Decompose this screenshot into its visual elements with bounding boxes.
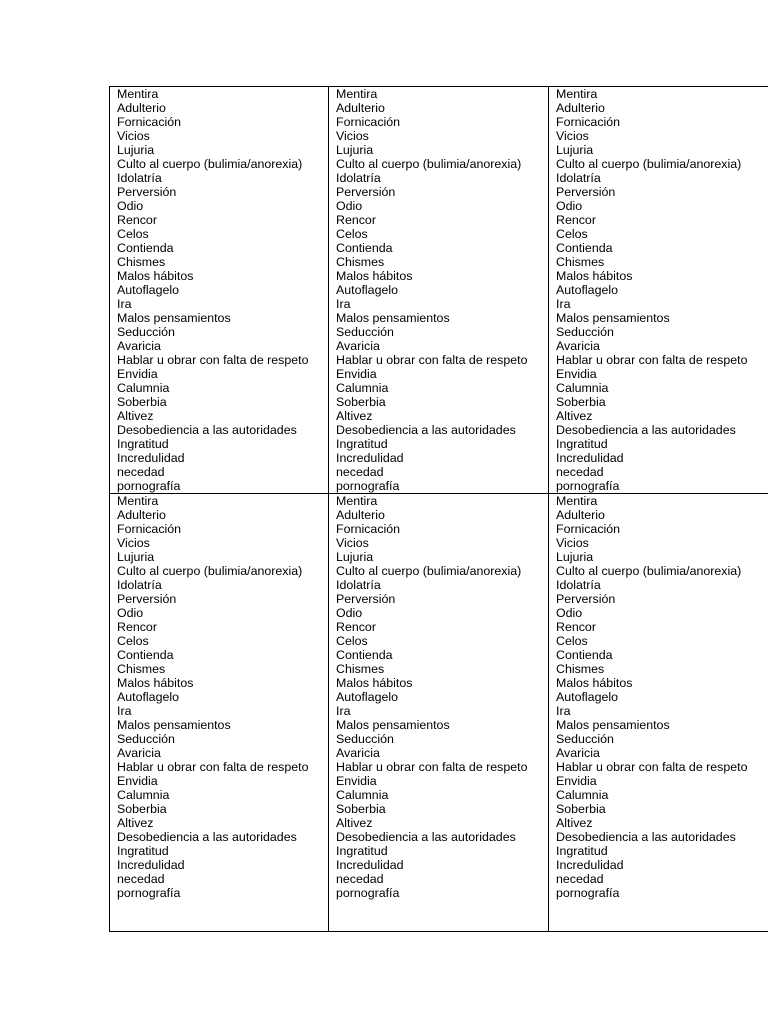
list-item: Fornicación: [117, 522, 182, 536]
list-item: Culto al cuerpo (bulimia/anorexia): [556, 157, 742, 171]
list-item: Desobediencia a las autoridades: [556, 830, 736, 844]
list-item: Vicios: [556, 536, 589, 550]
list-item: Contienda: [556, 241, 613, 255]
list-item: Fornicación: [556, 115, 621, 129]
list-item: Mentira: [556, 494, 598, 508]
list-item: Mentira: [336, 494, 378, 508]
list-item: Altivez: [117, 816, 154, 830]
list-item: Hablar u obrar con falta de respeto: [117, 353, 309, 367]
list-item: Malos pensamientos: [336, 718, 450, 732]
list-item: Hablar u obrar con falta de respeto: [336, 760, 528, 774]
list-item: Hablar u obrar con falta de respeto: [556, 760, 748, 774]
list-item: Malos hábitos: [336, 269, 413, 283]
list-item: Ingratitud: [336, 437, 388, 451]
list-item: Idolatría: [556, 578, 601, 592]
list-item: Autoflagelo: [336, 690, 399, 704]
document-table: [109, 86, 768, 932]
list-item: Fornicación: [336, 522, 401, 536]
list-item: Lujuria: [117, 550, 155, 564]
list-item: Altivez: [556, 409, 593, 423]
list-item: pornografía: [336, 886, 400, 900]
list-item: Autoflagelo: [117, 690, 180, 704]
list-item: Vicios: [117, 129, 150, 143]
list-item: Desobediencia a las autoridades: [117, 423, 297, 437]
list-item: pornografía: [336, 479, 400, 493]
list-item: Avaricia: [336, 746, 380, 760]
list-item: Hablar u obrar con falta de respeto: [336, 353, 528, 367]
list-item: Vicios: [336, 129, 369, 143]
list-item: Contienda: [336, 241, 393, 255]
cell-item-list: [336, 494, 548, 900]
cell-item-list: [117, 494, 328, 900]
list-item: Lujuria: [117, 143, 155, 157]
list-item: Perversión: [117, 592, 177, 606]
list-item: Celos: [117, 227, 149, 241]
table-row: [110, 494, 768, 932]
cell-item-list: [336, 87, 548, 493]
list-item: Autoflagelo: [336, 283, 399, 297]
list-item: Vicios: [336, 536, 369, 550]
list-item: Celos: [556, 634, 588, 648]
list-item: necedad: [556, 465, 604, 479]
list-item: Incredulidad: [556, 451, 624, 465]
list-item: Adulterio: [117, 508, 166, 522]
list-item: Desobediencia a las autoridades: [117, 830, 297, 844]
list-item: Fornicación: [117, 115, 182, 129]
list-item: necedad: [336, 872, 384, 886]
list-item: Envidia: [556, 774, 597, 788]
list-item: Adulterio: [336, 508, 385, 522]
list-item: Autoflagelo: [556, 690, 619, 704]
table-cell: [549, 494, 768, 932]
list-item: Mentira: [117, 494, 159, 508]
list-item: Celos: [117, 634, 149, 648]
list-item: Seducción: [336, 325, 394, 339]
list-item: Calumnia: [556, 788, 609, 802]
list-item: Calumnia: [117, 381, 170, 395]
cell-item-list: [556, 87, 768, 493]
list-item: Contienda: [117, 241, 174, 255]
list-item: Rencor: [117, 213, 157, 227]
list-item: Odio: [117, 606, 144, 620]
list-item: necedad: [336, 465, 384, 479]
list-item: Ingratitud: [336, 844, 388, 858]
list-item: Calumnia: [336, 788, 389, 802]
list-item: Avaricia: [556, 339, 600, 353]
list-item: Odio: [336, 199, 363, 213]
list-item: Mentira: [556, 87, 598, 101]
table-cell: [110, 87, 329, 494]
list-item: Lujuria: [336, 143, 374, 157]
list-item: Contienda: [117, 648, 174, 662]
list-item: Desobediencia a las autoridades: [336, 423, 516, 437]
list-item: Autoflagelo: [556, 283, 619, 297]
list-item: Culto al cuerpo (bulimia/anorexia): [336, 564, 522, 578]
table-row: [110, 87, 768, 494]
list-item: Adulterio: [556, 101, 605, 115]
list-item: Rencor: [556, 213, 596, 227]
list-item: Malos pensamientos: [117, 311, 231, 325]
list-item: Soberbia: [556, 802, 606, 816]
list-item: Malos hábitos: [556, 269, 633, 283]
list-item: Malos hábitos: [556, 676, 633, 690]
list-item: Mentira: [117, 87, 159, 101]
list-item: Soberbia: [117, 395, 167, 409]
list-item: Autoflagelo: [117, 283, 180, 297]
list-item: Chismes: [117, 255, 166, 269]
list-item: Vicios: [117, 536, 150, 550]
list-item: Avaricia: [336, 339, 380, 353]
list-item: Odio: [556, 199, 583, 213]
list-item: pornografía: [556, 886, 620, 900]
list-item: Odio: [117, 199, 144, 213]
list-item: Rencor: [117, 620, 157, 634]
list-item: Incredulidad: [117, 451, 185, 465]
list-item: Ira: [556, 704, 571, 718]
list-item: Chismes: [336, 662, 385, 676]
list-item: Idolatría: [117, 578, 162, 592]
list-item: Malos hábitos: [117, 676, 194, 690]
list-item: Incredulidad: [117, 858, 185, 872]
list-item: pornografía: [117, 479, 181, 493]
list-item: Seducción: [556, 732, 614, 746]
list-item: Idolatría: [336, 578, 381, 592]
list-item: Lujuria: [556, 143, 594, 157]
list-item: Desobediencia a las autoridades: [336, 830, 516, 844]
list-item: Mentira: [336, 87, 378, 101]
table-cell: [329, 87, 549, 494]
list-item: Adulterio: [117, 101, 166, 115]
list-item: Contienda: [336, 648, 393, 662]
list-item: Contienda: [556, 648, 613, 662]
list-item: Odio: [556, 606, 583, 620]
list-item: Ira: [117, 704, 132, 718]
list-item: Incredulidad: [336, 451, 404, 465]
list-item: Calumnia: [117, 788, 170, 802]
list-item: Rencor: [336, 620, 376, 634]
table-cell: [110, 494, 329, 932]
list-item: Seducción: [117, 732, 175, 746]
list-item: Chismes: [117, 662, 166, 676]
list-item: Culto al cuerpo (bulimia/anorexia): [336, 157, 522, 171]
list-item: Fornicación: [336, 115, 401, 129]
list-item: Calumnia: [556, 381, 609, 395]
list-item: Fornicación: [556, 522, 621, 536]
list-item: Desobediencia a las autoridades: [556, 423, 736, 437]
list-item: Celos: [556, 227, 588, 241]
list-item: Avaricia: [556, 746, 600, 760]
list-item: Calumnia: [336, 381, 389, 395]
list-item: Malos pensamientos: [336, 311, 450, 325]
list-item: Hablar u obrar con falta de respeto: [556, 353, 748, 367]
list-item: Perversión: [556, 185, 616, 199]
list-item: Malos hábitos: [336, 676, 413, 690]
list-item: Culto al cuerpo (bulimia/anorexia): [117, 564, 303, 578]
table-cell: [549, 87, 768, 494]
list-item: Ira: [556, 297, 571, 311]
list-item: Perversión: [556, 592, 616, 606]
list-item: Envidia: [556, 367, 597, 381]
list-item: pornografía: [117, 886, 181, 900]
list-item: Ira: [117, 297, 132, 311]
list-item: Ira: [336, 297, 351, 311]
list-item: Ingratitud: [556, 437, 608, 451]
cell-item-list: [117, 87, 328, 493]
list-item: Rencor: [336, 213, 376, 227]
list-item: Lujuria: [556, 550, 594, 564]
list-item: Altivez: [556, 816, 593, 830]
list-item: Celos: [336, 634, 368, 648]
list-item: Celos: [336, 227, 368, 241]
list-item: Perversión: [336, 185, 396, 199]
list-item: Odio: [336, 606, 363, 620]
cell-item-list: [556, 494, 768, 900]
list-item: Envidia: [117, 774, 158, 788]
list-item: Culto al cuerpo (bulimia/anorexia): [556, 564, 742, 578]
list-item: Envidia: [336, 774, 377, 788]
list-item: Seducción: [117, 325, 175, 339]
list-item: Avaricia: [117, 339, 161, 353]
list-item: Perversión: [336, 592, 396, 606]
list-item: Idolatría: [336, 171, 381, 185]
list-item: Chismes: [556, 662, 605, 676]
list-item: Malos pensamientos: [556, 718, 670, 732]
list-item: Envidia: [117, 367, 158, 381]
list-item: Altivez: [117, 409, 154, 423]
list-item: necedad: [556, 872, 604, 886]
list-item: Adulterio: [336, 101, 385, 115]
list-item: Idolatría: [556, 171, 601, 185]
list-item: Lujuria: [336, 550, 374, 564]
list-item: Vicios: [556, 129, 589, 143]
table-body: [110, 87, 768, 932]
list-item: Malos pensamientos: [556, 311, 670, 325]
list-item: Rencor: [556, 620, 596, 634]
list-item: Soberbia: [336, 395, 386, 409]
list-item: Idolatría: [117, 171, 162, 185]
list-item: Ingratitud: [117, 844, 169, 858]
list-item: Malos hábitos: [117, 269, 194, 283]
list-item: Incredulidad: [336, 858, 404, 872]
list-item: Adulterio: [556, 508, 605, 522]
list-item: Seducción: [556, 325, 614, 339]
list-item: pornografía: [556, 479, 620, 493]
list-item: Ira: [336, 704, 351, 718]
list-item: Avaricia: [117, 746, 161, 760]
list-item: Soberbia: [117, 802, 167, 816]
list-item: Altivez: [336, 816, 373, 830]
list-item: Malos pensamientos: [117, 718, 231, 732]
list-item: Ingratitud: [117, 437, 169, 451]
list-item: necedad: [117, 465, 165, 479]
list-item: Soberbia: [336, 802, 386, 816]
list-item: Perversión: [117, 185, 177, 199]
list-item: Chismes: [336, 255, 385, 269]
list-item: Incredulidad: [556, 858, 624, 872]
list-item: Culto al cuerpo (bulimia/anorexia): [117, 157, 303, 171]
list-item: Altivez: [336, 409, 373, 423]
list-item: Seducción: [336, 732, 394, 746]
list-item: Hablar u obrar con falta de respeto: [117, 760, 309, 774]
table-cell: [329, 494, 549, 932]
list-item: Chismes: [556, 255, 605, 269]
list-item: Envidia: [336, 367, 377, 381]
list-item: necedad: [117, 872, 165, 886]
list-item: Ingratitud: [556, 844, 608, 858]
list-item: Soberbia: [556, 395, 606, 409]
